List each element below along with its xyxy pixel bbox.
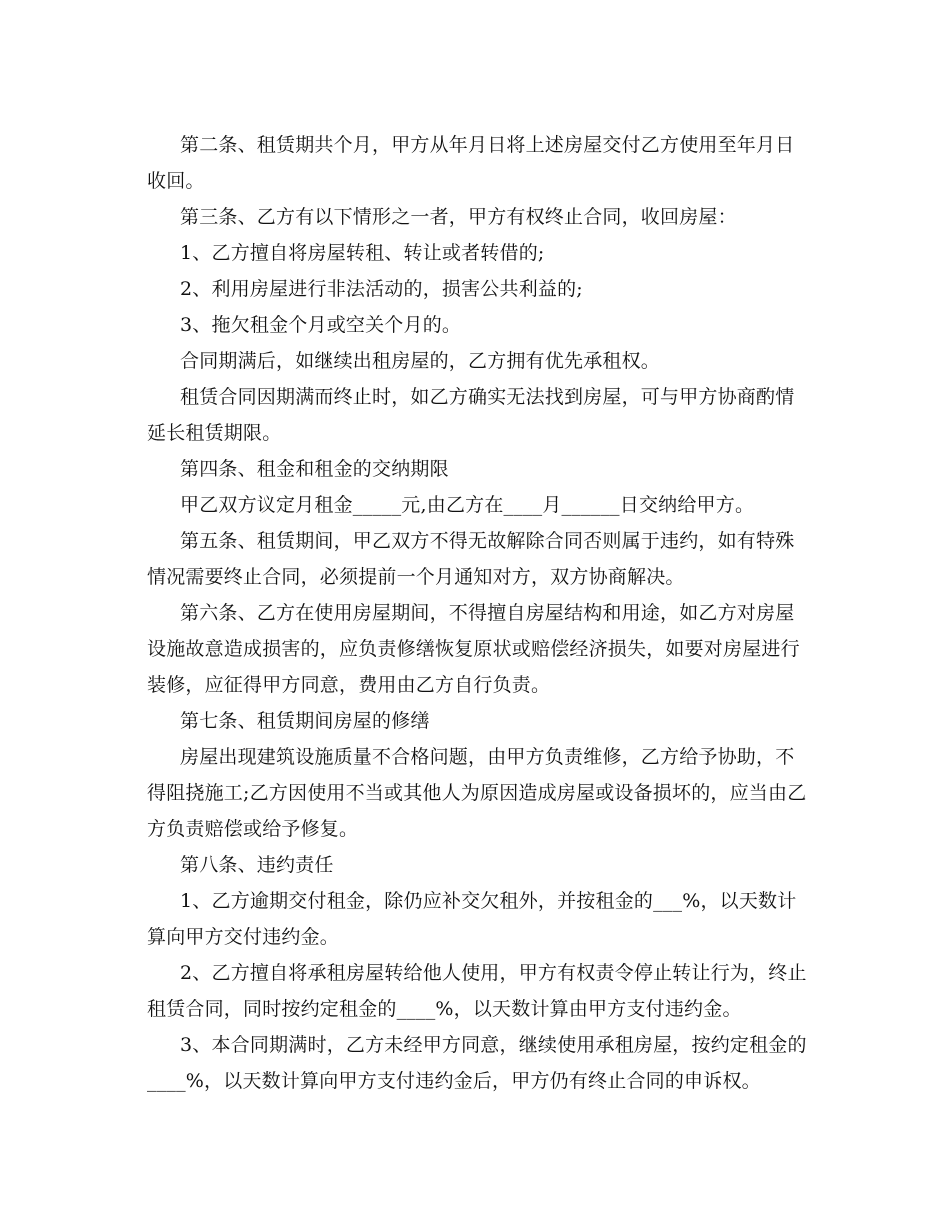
breach-item-3: 3、本合同期满时，乙方未经甲方同意，继续使用承租房屋，按约定租金的____%，以天数计算向甲方支付违约金后，甲方仍有终止合同的申诉权。 [147,1034,807,1092]
renewal-priority-paragraph: 合同期满后，如继续出租房屋的，乙方拥有优先承租权。 [180,350,661,372]
rent-payment-paragraph: 甲乙双方议定月租金_____元,由乙方在____月______日交纳给甲方。 [180,494,755,516]
clause-4-heading: 第四条、租金和租金的交纳期限 [180,458,449,480]
clause-8-heading: 第八条、违约责任 [180,854,334,876]
document-body [147,127,812,1099]
clause-3-item-1: 1、乙方擅自将房屋转租、转让或者转借的; [180,242,545,264]
breach-item-2: 2、乙方擅自将承租房屋转给他人使用，甲方有权责令停止转让行为，终止租赁合同，同时按约定租金的____%，以天数计算由甲方支付违约金。 [147,962,807,1020]
lease-extension-paragraph: 租赁合同因期满而终止时，如乙方确实无法找到房屋，可与甲方协商酌情延长租赁期限。 [147,386,795,444]
clause-3-item-2: 2、利用房屋进行非法活动的，损害公共利益的; [180,278,583,300]
repair-responsibility-paragraph: 房屋出现建筑设施质量不合格问题，由甲方负责维修，乙方给予协助，不得阻挠施工;乙方因使用不当或其他人为原因造成房屋或设备损坏的，应当由乙方负责赔偿或给予修复。 [147,746,807,840]
clause-6-paragraph: 第六条、乙方在使用房屋期间，不得擅自房屋结构和用途，如乙方对房屋设施故意造成损害的，应负责修缮恢复原状或赔偿经济损失，如要对房屋进行装修，应征得甲方同意，费用由乙方自行负责。 [147,602,800,696]
breach-item-1: 1、乙方逾期交付租金，除仍应补交欠租外，并按租金的___%，以天数计算向甲方交付违约金。 [147,890,797,948]
clause-2-term: 第二条、租赁期共个月，甲方从年月日将上述房屋交付乙方使用至年月日收回。 [147,134,795,192]
clause-3-item-3: 3、拖欠租金个月或空关个月的。 [180,314,462,336]
clause-7-heading: 第七条、租赁期间房屋的修缮 [180,710,430,732]
clause-3-heading: 第三条、乙方有以下情形之一者，甲方有权终止合同，收回房屋： [180,206,737,228]
clause-5-paragraph: 第五条、租赁期间，甲乙双方不得无故解除合同否则属于违约，如有特殊情况需要终止合同，必须提前一个月通知对方，双方协商解决。 [147,530,795,588]
